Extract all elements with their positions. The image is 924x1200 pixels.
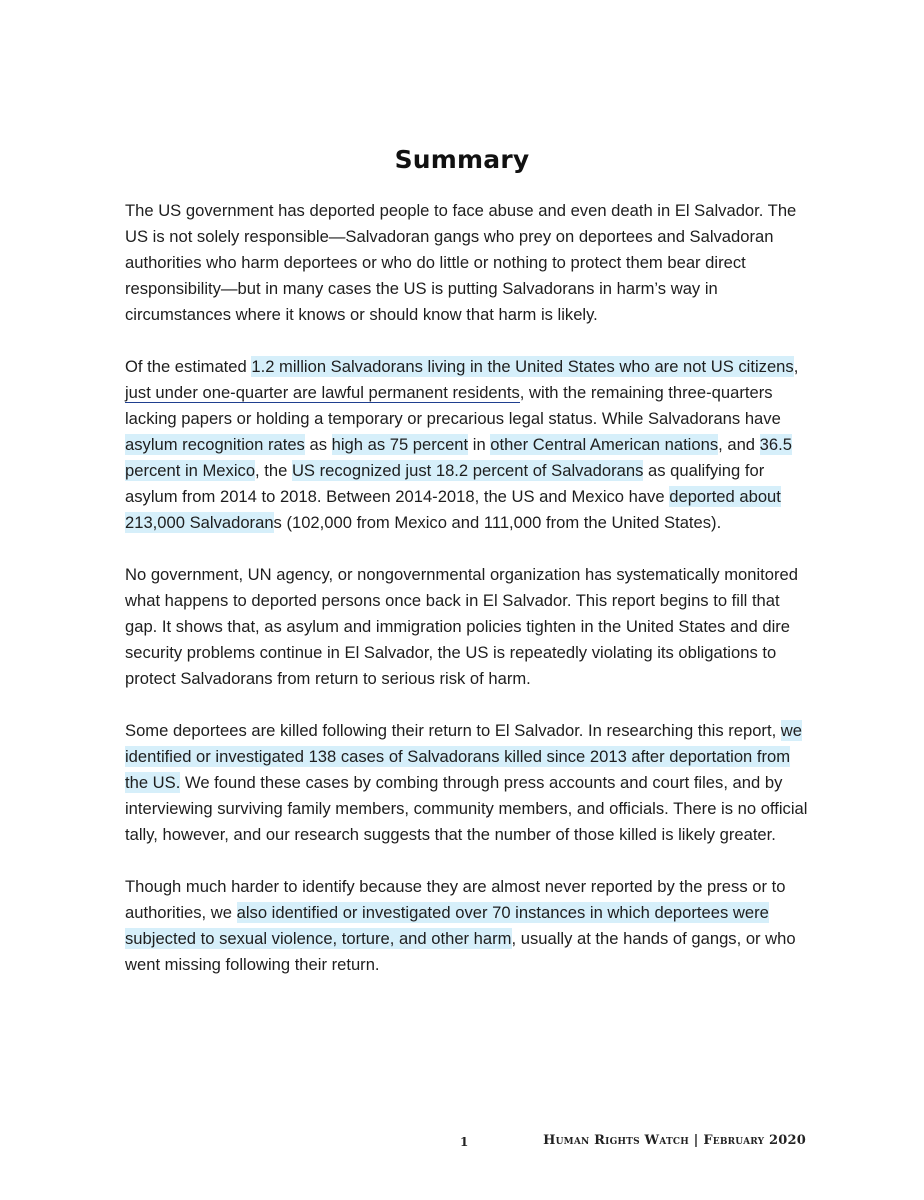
paragraph <box>125 562 815 692</box>
summary-body <box>125 198 815 1004</box>
paragraph-text: , the <box>255 461 292 480</box>
paragraph-text: No government, UN agency, or nongovernmental organization has systematically monitored what happens to deported persons once back in El Salvador. This report begins to fill that gap. It shows that, as asylum and immigration policies tighten in the United States and dire security problems continue in El Salvador, the US is repeatedly violating its obligations to protect Salvadorans from return to serious risk of harm. <box>125 565 799 688</box>
paragraph <box>125 874 815 978</box>
paragraph <box>125 198 815 328</box>
highlighted-text: high as 75 percent <box>331 435 469 454</box>
paragraph-text: , with the remaining three-quarters lacking papers or holding a temporary or precarious legal status. While Salvadorans have <box>125 383 781 428</box>
paragraph-text: The US government has deported people to face abuse and even death in El Salvador. The US is not solely responsible—Salvadoran gangs who prey on deportees and Salvadoran authorities who harm deportees or who do little or nothing to protect them bear direct responsibility—but in many cases the US is putting Salvadorans in harm’s way in circumstances where it knows or should know that harm is likely. <box>125 201 797 324</box>
page-title: Summary <box>394 144 530 174</box>
paragraph-text: Though much harder to identify because they are almost never reported by the press or to authorities, we <box>125 877 786 922</box>
highlighted-text: 36.5 percent in Mexico <box>125 435 792 480</box>
paragraph-text: as <box>304 435 332 454</box>
highlighted-text: we identified or investigated 138 cases of Salvadorans killed since 2013 after deportation from the US. <box>125 721 803 792</box>
paragraph-text: in <box>468 435 491 454</box>
highlighted-text: deported about 213,000 Salvadoran <box>125 487 781 532</box>
page-number: 1 <box>460 1135 469 1149</box>
highlighted-text: also identified or investigated over 70 instances in which deportees were subjected to sexual violence, torture, and other harm <box>125 903 769 948</box>
paragraph-text: Some deportees are killed following their return to El Salvador. In researching this report, <box>125 721 781 740</box>
paragraph-text: , usually at the hands of gangs, or who went missing following their return. <box>125 929 796 974</box>
paragraph-text: s (102,000 from Mexico and 111,000 from the United States). <box>273 513 722 532</box>
running-head: Human Rights Watch | February 2020 <box>543 1133 806 1148</box>
paragraph <box>125 354 815 536</box>
highlighted-text: 1.2 million Salvadorans living in the United States who are not US citizens <box>251 357 794 376</box>
page-footer <box>0 1133 924 1157</box>
underlined-text: just under one-quarter are lawful permanent residents <box>125 383 520 402</box>
paragraph-text: We found these cases by combing through press accounts and court files, and by interviewing surviving family members, community members, and officials. There is no official tally, however, and our research suggests that the number of those killed is likely greater. <box>125 773 808 844</box>
paragraph-text: , and <box>718 435 760 454</box>
paragraph-text: Of the estimated <box>125 357 252 376</box>
paragraph-text: as qualifying for asylum from 2014 to 2018. Between 2014-2018, the US and Mexico have <box>125 461 765 506</box>
paragraph <box>125 718 815 848</box>
paragraph-text: , <box>793 357 799 376</box>
highlighted-text: other Central American nations <box>490 435 719 454</box>
highlighted-text: asylum recognition rates <box>125 435 305 454</box>
highlighted-text: US recognized just 18.2 percent of Salvadorans <box>291 461 644 480</box>
